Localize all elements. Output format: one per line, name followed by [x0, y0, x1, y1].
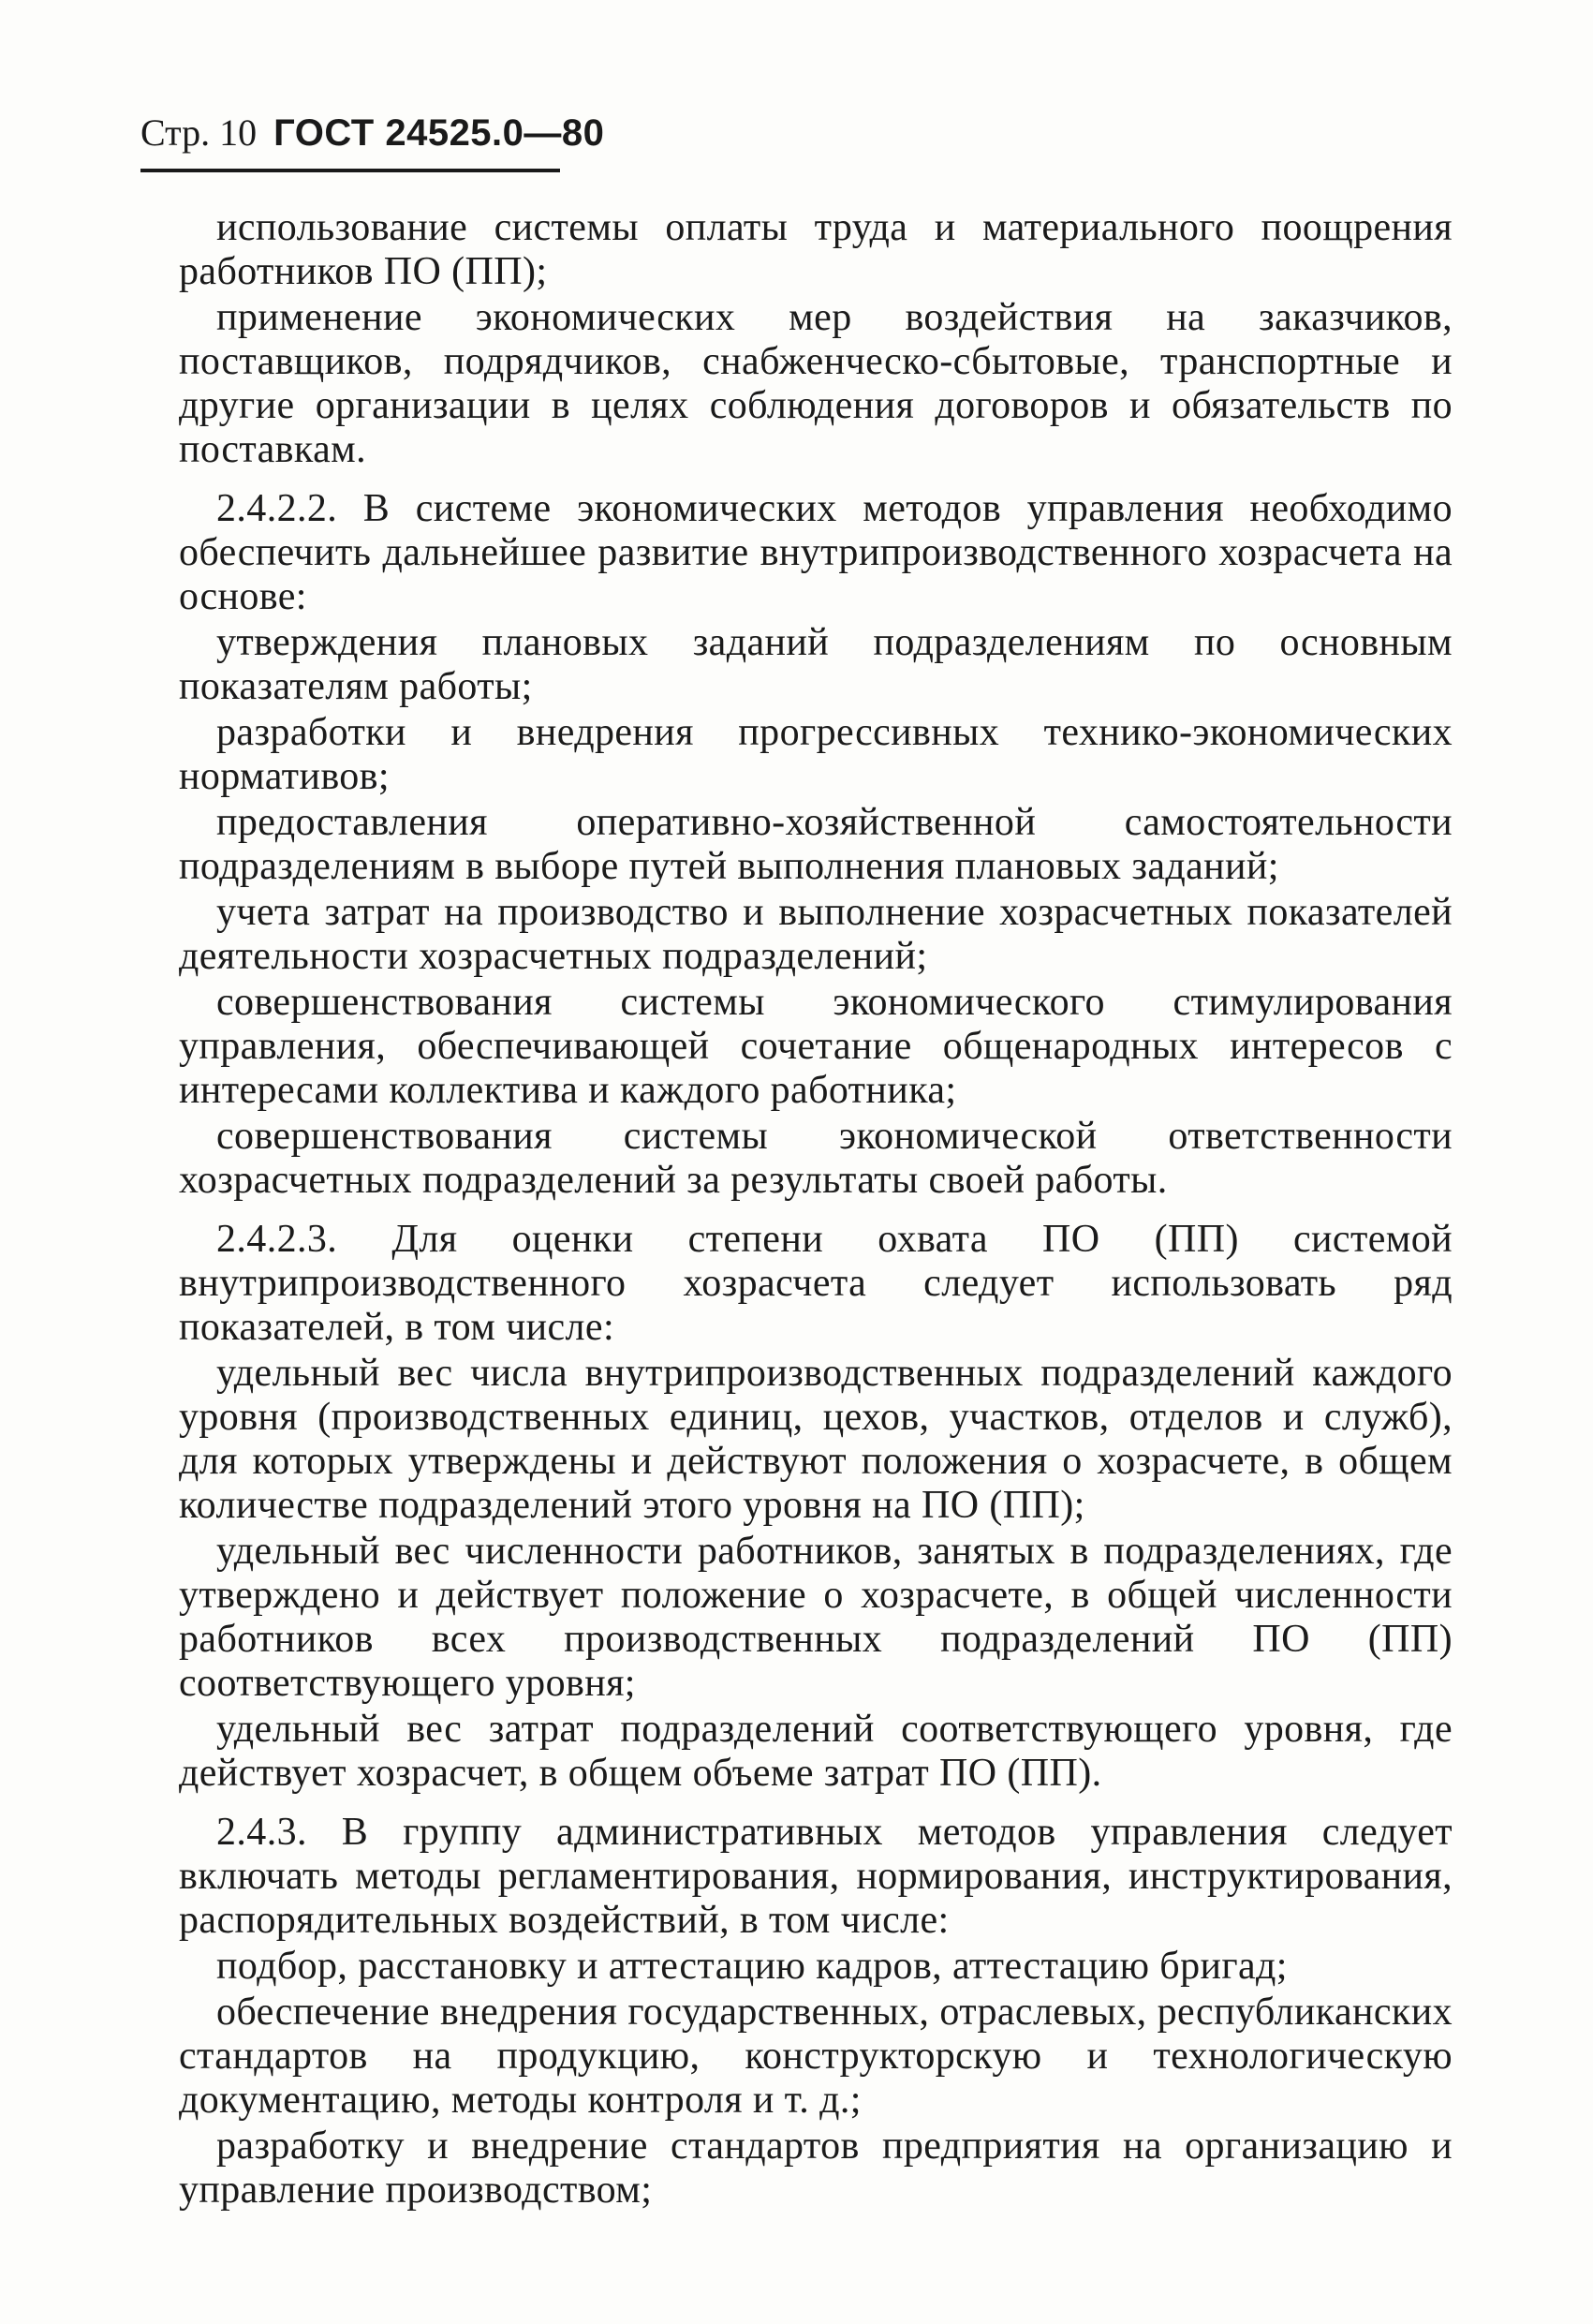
page-number: Стр. 10	[140, 111, 258, 154]
header-divider	[140, 169, 560, 172]
section-2-4-2-3: 2.4.2.3. Для оценки степени охвата ПО (ПП) системой внутрипроизводственного хозрасчета следует использовать ряд показателей, в том числе:	[179, 1218, 1453, 1349]
paragraph: обеспечение внедрения государственных, отраслевых, республиканских стандартов на продукцию, конструкторскую и технологическую документацию, методы контроля и т. д.;	[179, 1991, 1453, 2122]
section-2-4-2-2: 2.4.2.2. В системе экономических методов управления необходимо обеспечить дальнейшее развитие внутрипроизводственного хозрасчета на основе:	[179, 487, 1453, 618]
section-2-4-3: 2.4.3. В группу административных методов управления следует включать методы регламентирования, нормирования, инструктирования, распорядительных воздействий, в том числе:	[179, 1811, 1453, 1942]
paragraph: удельный вес численности работников, занятых в подразделениях, где утверждено и действует положение о хозрасчете, в общей численности работников всех производственных подразделений ПО (ПП) соответствующего уровня;	[179, 1530, 1453, 1705]
document-body	[179, 206, 1453, 2214]
paragraph: удельный вес числа внутрипроизводственных подразделений каждого уровня (производственных единиц, цехов, участков, отделов и служб), для которых утверждены и действуют положения о хозрасчете, в общем количестве подразделений этого уровня на ПО (ПП);	[179, 1352, 1453, 1527]
document-code: ГОСТ 24525.0—80	[273, 112, 605, 154]
paragraph: удельный вес затрат подразделений соответствующего уровня, где действует хозрасчет, в общем объеме затрат ПО (ПП).	[179, 1708, 1453, 1795]
paragraph: утверждения плановых заданий подразделениям по основным показателям работы;	[179, 621, 1453, 708]
paragraph: подбор, расстановку и аттестацию кадров, аттестацию бригад;	[216, 1945, 1288, 1988]
page-header	[140, 111, 604, 155]
paragraph: совершенствования системы экономической ответственности хозрасчетных подразделений за результаты своей работы.	[179, 1115, 1453, 1202]
paragraph: совершенствования системы экономического стимулирования управления, обеспечивающей сочетание общенародных интересов с интересами коллектива и каждого работника;	[179, 981, 1453, 1112]
paragraph: учета затрат на производство и выполнение хозрасчетных показателей деятельности хозрасчетных подразделений;	[179, 891, 1453, 978]
paragraph: применение экономических мер воздействия на заказчиков, поставщиков, подрядчиков, снабженческо-сбытовые, транспортные и другие организации в целях соблюдения договоров и обязательств по поставкам.	[179, 296, 1453, 471]
paragraph: использование системы оплаты труда и материального поощрения работников ПО (ПП);	[179, 206, 1453, 293]
paragraph: разработки и внедрения прогрессивных технико-экономических нормативов;	[179, 711, 1453, 798]
paragraph: разработку и внедрение стандартов предприятия на организацию и управление производством;	[179, 2124, 1453, 2212]
paragraph: предоставления оперативно-хозяйственной самостоятельности подразделениям в выборе путей выполнения плановых заданий;	[179, 801, 1453, 888]
